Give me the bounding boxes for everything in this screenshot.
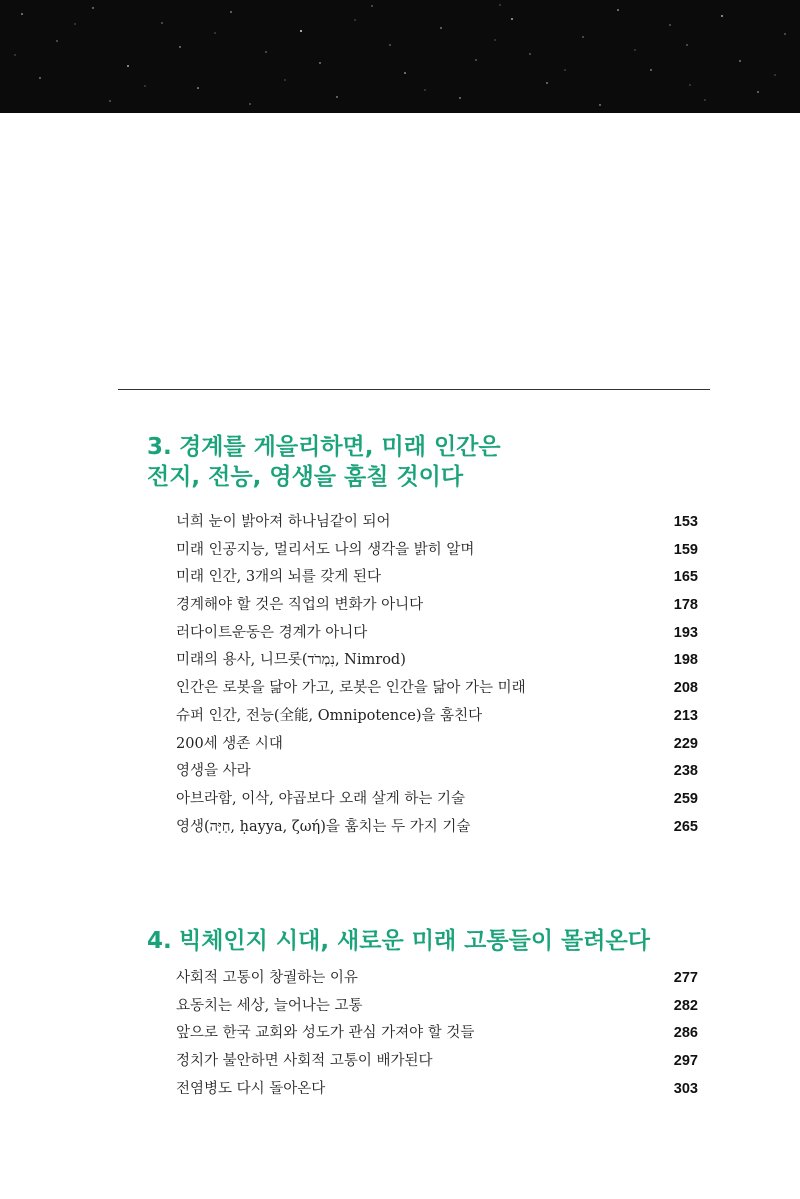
- toc-entry-page: 277: [673, 970, 698, 986]
- toc-entry-label: 사회적 고통이 창궐하는 이유: [176, 970, 358, 986]
- toc-entry-page: 303: [673, 1080, 698, 1097]
- toc-entry[interactable]: [176, 565, 698, 593]
- toc-entry[interactable]: [176, 994, 698, 1022]
- chapter-3-toc: [176, 510, 698, 842]
- toc-entry[interactable]: [176, 593, 698, 621]
- toc-entry-label: 전염병도 다시 돌아온다: [176, 1080, 326, 1097]
- toc-entry-page: 229: [673, 735, 698, 752]
- toc-entry-label: 러다이트운동은 경계가 아니다: [176, 624, 368, 641]
- toc-entry-page: 259: [673, 790, 698, 807]
- chapter-4-toc: [176, 966, 698, 1104]
- toc-entry[interactable]: [176, 1021, 698, 1049]
- chapter-number: 4.: [147, 928, 172, 954]
- toc-entry-label: 미래의 용사, 니므롯(נִמְרֹד, Nimrod): [176, 652, 406, 669]
- toc-entry-label: 슈퍼 인간, 전능(全能, Omnipotence)을 훔친다: [176, 707, 483, 724]
- chapter-3-heading: [147, 432, 501, 492]
- toc-entry-page: 153: [673, 514, 698, 530]
- chapter-title-line2: 전지, 전능, 영생을 훔칠 것이다: [147, 464, 464, 490]
- starfield-header: [0, 0, 800, 113]
- toc-entry-page: 165: [673, 569, 698, 586]
- chapter-title-line1: 빅체인지 시대, 새로운 미래 고통들이 몰려온다: [179, 928, 650, 954]
- toc-entry[interactable]: [176, 732, 698, 760]
- toc-entry-page: 159: [673, 541, 698, 558]
- chapter-3-title: [147, 432, 501, 462]
- toc-entry[interactable]: [176, 621, 698, 649]
- toc-entry-label: 200세 생존 시대: [176, 735, 283, 752]
- toc-entry-label: 요동치는 세상, 늘어나는 고통: [176, 997, 363, 1014]
- toc-entry-label: 정치가 불안하면 사회적 고통이 배가된다: [176, 1053, 433, 1070]
- toc-entry-label: 인간은 로봇을 닮아 가고, 로봇은 인간을 닮아 가는 미래: [176, 680, 526, 697]
- section-divider: [118, 389, 710, 390]
- toc-entry[interactable]: [176, 676, 698, 704]
- toc-entry-label: 미래 인간, 3개의 뇌를 갖게 된다: [176, 569, 381, 586]
- toc-entry-page: 193: [673, 624, 698, 641]
- chapter-4-title: [147, 926, 650, 956]
- toc-entry-page: 198: [673, 652, 698, 669]
- toc-entry-page: 178: [673, 597, 698, 614]
- toc-entry-page: 282: [673, 997, 698, 1014]
- chapter-number: 3.: [147, 434, 172, 460]
- toc-entry-label: 앞으로 한국 교회와 성도가 관심 가져야 할 것들: [176, 1025, 475, 1042]
- toc-entry-label: 너희 눈이 밝아져 하나님같이 되어: [176, 514, 391, 530]
- toc-entry-label: 경계해야 할 것은 직업의 변화가 아니다: [176, 597, 424, 614]
- starfield-image: [0, 0, 800, 113]
- toc-entry[interactable]: [176, 787, 698, 815]
- toc-entry-page: 297: [673, 1053, 698, 1070]
- toc-entry[interactable]: [176, 815, 698, 843]
- toc-entry-label: 미래 인공지능, 멀리서도 나의 생각을 밝히 알며: [176, 541, 475, 558]
- toc-entry-label: 영생을 사라: [176, 763, 251, 780]
- toc-entry-page: 213: [673, 707, 698, 724]
- toc-entry[interactable]: [176, 704, 698, 732]
- toc-entry-label: 아브라함, 이삭, 야곱보다 오래 살게 하는 기술: [176, 790, 465, 807]
- toc-entry-page: 238: [673, 763, 698, 780]
- toc-entry[interactable]: [176, 966, 698, 994]
- toc-entry-page: 208: [673, 680, 698, 697]
- toc-entry-page: 286: [673, 1025, 698, 1042]
- toc-entry[interactable]: [176, 1077, 698, 1105]
- toc-entry[interactable]: [176, 510, 698, 538]
- chapter-title-line1: 경계를 게을리하면, 미래 인간은: [179, 434, 501, 460]
- chapter-4-heading: [147, 926, 650, 956]
- toc-entry-label: 영생(חַיָּה, ḥayya, ζωή)을 훔치는 두 가지 기술: [176, 818, 471, 835]
- toc-entry[interactable]: [176, 759, 698, 787]
- toc-entry[interactable]: [176, 1049, 698, 1077]
- toc-entry[interactable]: [176, 538, 698, 566]
- toc-entry-page: 265: [673, 818, 698, 835]
- toc-entry[interactable]: [176, 648, 698, 676]
